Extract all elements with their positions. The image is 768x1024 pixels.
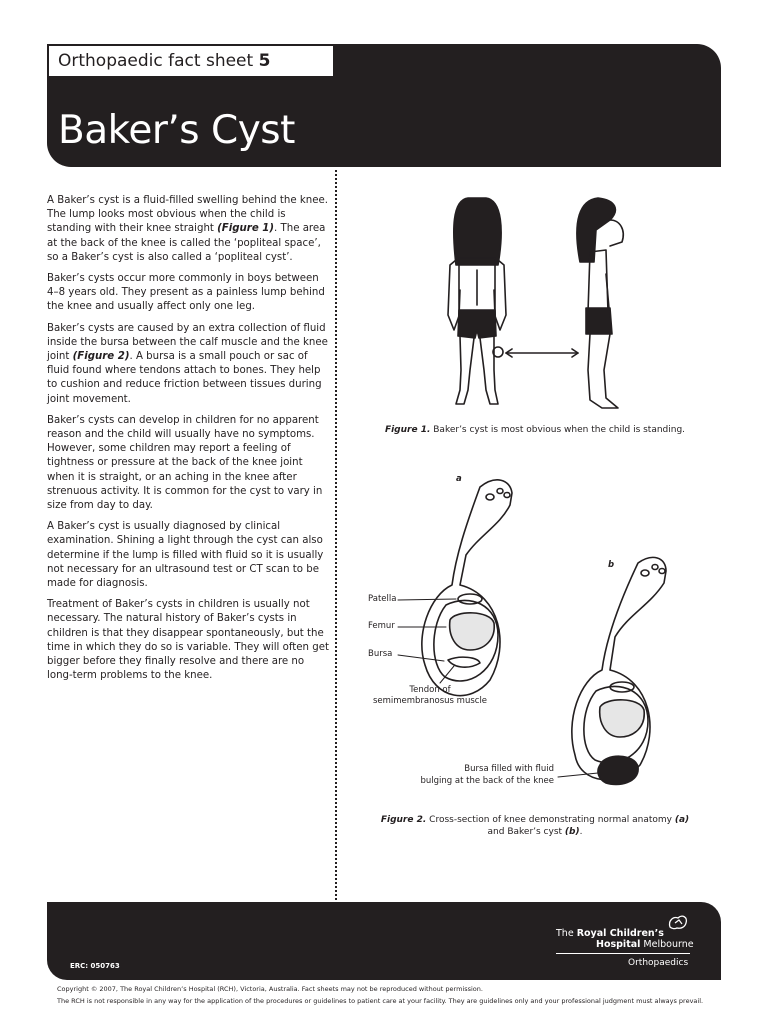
column-divider bbox=[335, 170, 337, 900]
hospital-logo-text bbox=[556, 928, 694, 950]
panel-a-label: a bbox=[456, 474, 462, 484]
figure-1-illustration bbox=[430, 190, 680, 420]
figure-reference: (Figure 2) bbox=[72, 351, 130, 363]
copyright-notice bbox=[57, 983, 703, 1007]
fact-sheet-number: 5 bbox=[258, 51, 271, 71]
logo-the: The bbox=[556, 928, 577, 939]
paragraph-5: A Baker’s cyst is usually diagnosed by clinical examination. Shining a light through the cyst can also determine if the lump is filled with fluid so it is usually not necessary for an ultrasound test or CT scan to be made for diagnosis. bbox=[47, 521, 324, 590]
copyright-line: Copyright © 2007, The Royal Children’s Hospital (RCH), Victoria, Australia. Fact sheets may not be reproduced without permission. bbox=[57, 985, 483, 993]
bursa-label: Bursa bbox=[368, 649, 393, 659]
fact-sheet-label-box bbox=[47, 44, 335, 78]
figure-2-label: Figure 2. bbox=[380, 815, 427, 825]
figure-2-ref-b: (b) bbox=[564, 827, 580, 837]
logo-hospital: Hospital bbox=[596, 939, 641, 950]
tendon-label-1: Tendon of bbox=[409, 685, 451, 695]
patella-label: Patella bbox=[368, 594, 397, 604]
tendon-label-2: semimembranosus muscle bbox=[372, 696, 488, 706]
disclaimer-line: The RCH is not responsible in any way for the application of the procedures or guidelines to patient care at your facility. They are guidelines only and your professional judgment must always prevail. bbox=[57, 997, 704, 1005]
bursa-fluid-label-1: Bursa filled with fluid bbox=[464, 764, 554, 774]
paragraph-2: Baker’s cysts occur more commonly in boys between 4–8 years old. They present as a painless lump behind the knee and usually affect only one leg. bbox=[47, 273, 325, 313]
paragraph-text: A Baker’s cyst is a fluid-filled swelling behind the knee. The lump looks most obvious when the child is standing with their knee straight bbox=[47, 195, 328, 235]
erc-code: ERC: 050763 bbox=[70, 962, 120, 970]
femur-label: Femur bbox=[368, 621, 395, 631]
child-back-view-icon bbox=[448, 198, 506, 404]
paragraph-text: . A bursa is a small pouch or sac of fluid found where tendons attach to bones. They help to cushion and reduce friction between tissues during joint movement. bbox=[47, 351, 322, 405]
logo-divider bbox=[556, 953, 690, 954]
figure-2-caption bbox=[350, 814, 720, 838]
figure-2-ref-a: (a) bbox=[674, 815, 690, 825]
paragraph-4: Baker’s cysts can develop in children for no apparent reason and the child will usually have no symptoms. However, some children may report a feeling of tightness or pressure at the back of the knee joint when it is straight, or an aching in the knee after strenuous activity. It is common for the cyst to vary in size from day to day. bbox=[47, 414, 323, 512]
paragraph-3 bbox=[47, 322, 329, 407]
page-title: Baker’s Cyst bbox=[58, 108, 295, 153]
child-side-view-icon bbox=[577, 198, 623, 408]
figure-reference: (Figure 1) bbox=[217, 223, 275, 235]
figure-2-caption-text-2: and Baker’s cyst bbox=[487, 827, 565, 837]
logo-royal-childrens: Royal Children’s bbox=[576, 928, 664, 939]
arrow-icon bbox=[506, 349, 578, 357]
logo-city: Melbourne bbox=[640, 939, 694, 950]
figure-2-illustration bbox=[360, 465, 720, 805]
fact-sheet-series: Orthopaedic fact sheet bbox=[58, 51, 254, 71]
figure-2-caption-end: . bbox=[579, 827, 583, 837]
figure-1-caption bbox=[350, 425, 720, 435]
body-text bbox=[47, 194, 329, 691]
knee-cross-section-bakers-cyst bbox=[572, 557, 666, 784]
figure-1-label: Figure 1. bbox=[384, 425, 431, 435]
figure-1-caption-text: Baker’s cyst is most obvious when the child is standing. bbox=[430, 425, 686, 435]
panel-b-label: b bbox=[608, 560, 615, 570]
department-label: Orthopaedics bbox=[628, 958, 689, 968]
knee-cross-section-normal bbox=[422, 480, 512, 696]
paragraph-6: Treatment of Baker’s cysts in children is usually not necessary. The natural history of Baker’s cysts in children is that they disappear spontaneously, but the time in which they do so is variable. They will often get bigger before they finally resolve and there are no long-term problems to the knee. bbox=[47, 599, 329, 682]
paragraph-text: . The area at the back of the knee is called the ‘popliteal space’, so a Baker’s cyst is also called a ‘popliteal cyst’. bbox=[47, 223, 326, 263]
figure-2-caption-text: Cross-section of knee demonstrating normal anatomy bbox=[426, 815, 675, 825]
paragraph-text: Baker’s cysts are caused by an extra collection of fluid inside the bursa between the calf muscle and the knee joint bbox=[47, 322, 328, 363]
bursa-fluid-label-2: bulging at the back of the knee bbox=[420, 776, 554, 786]
paragraph-1 bbox=[47, 194, 329, 265]
fact-sheet-label bbox=[58, 51, 270, 71]
